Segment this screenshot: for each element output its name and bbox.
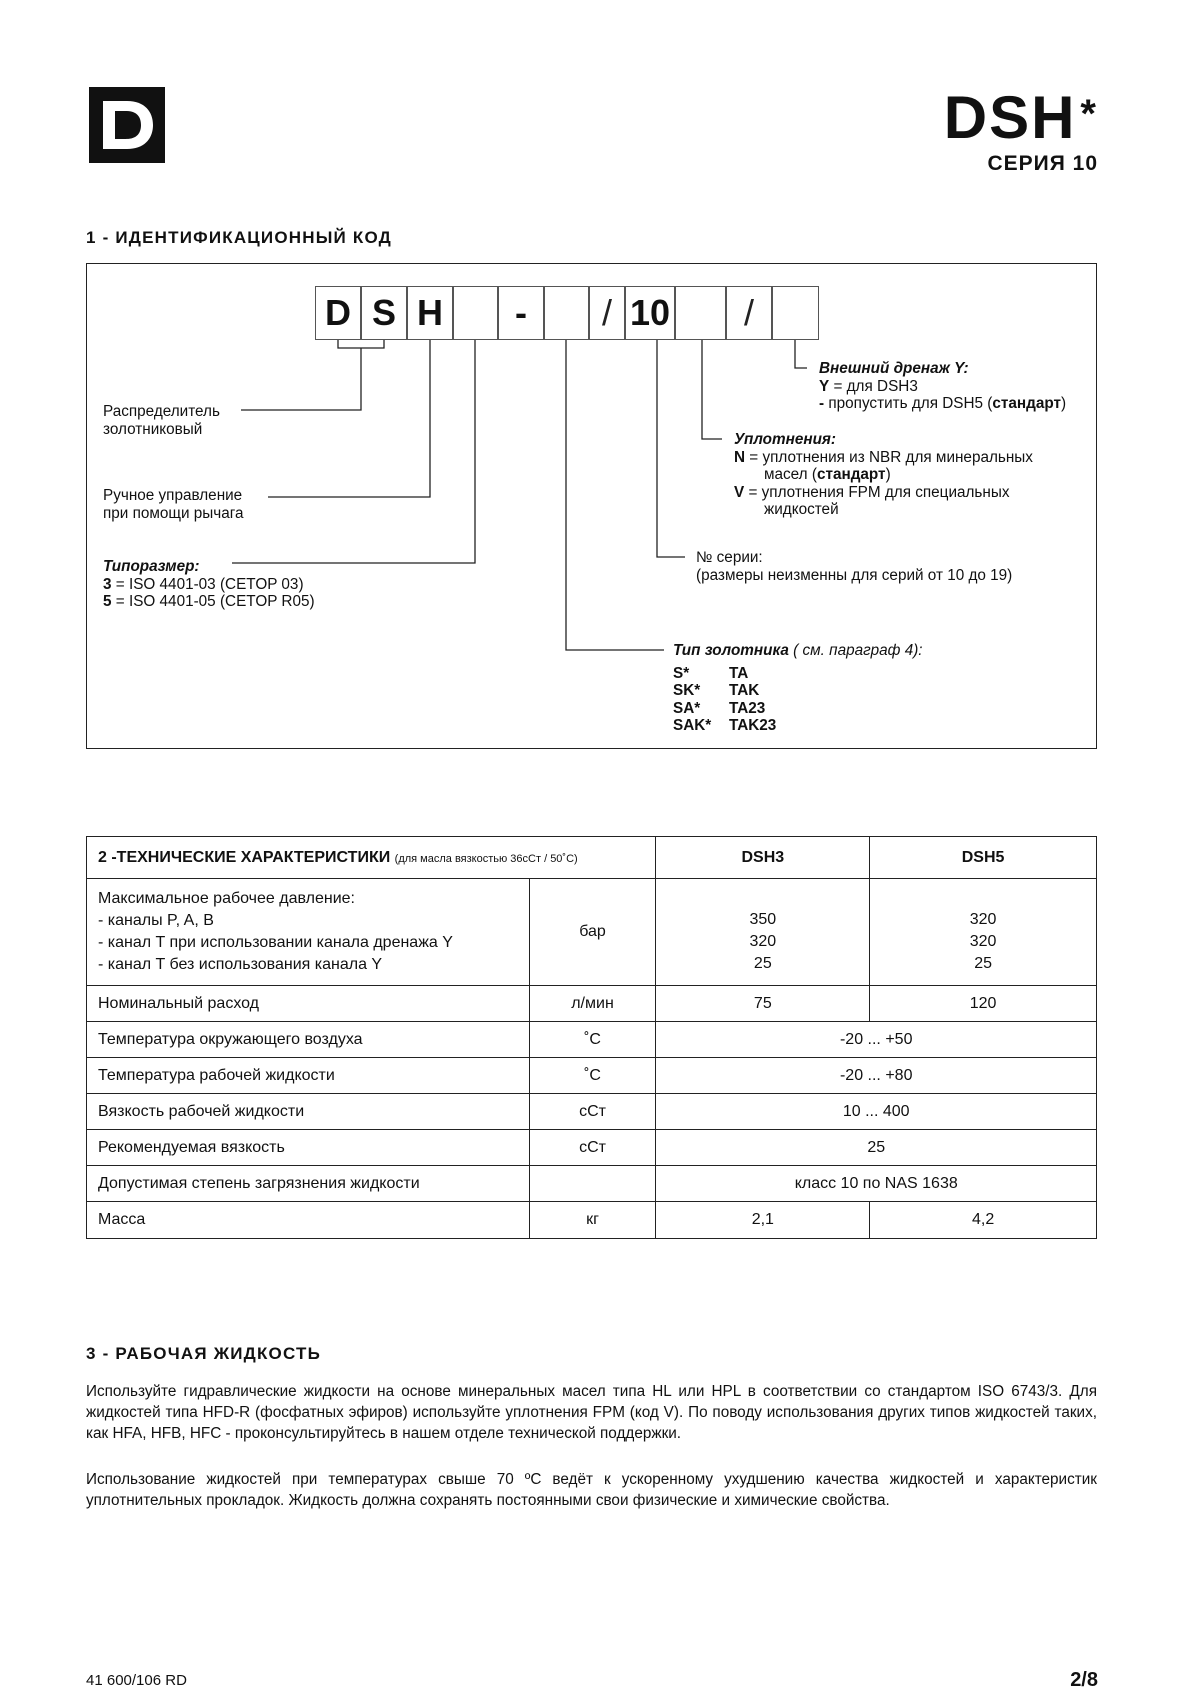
spool-row: SAK* TAK23 [673, 717, 777, 734]
drain-title: Внешний дренаж Y: [819, 360, 969, 377]
product-suffix: * [1080, 92, 1098, 136]
section3-paragraph-1: Используйте гидравлические жидкости на основе минеральных масел типа HL или HPL в соответствии со стандартом ISO 6743/3. Для жидкостей типа HFD-R (фосфатных эфиров) используйте уплотнения FPM (код V). По поводу использования других типов жидкостей таких, как HFA, HFB, HFC - проконсультируйтесь в нашем отделе технической поддержки. [86, 1383, 1097, 1442]
page-number: 2/8 [1070, 1669, 1098, 1691]
tech-specs-table [86, 836, 1097, 1239]
code-cell-series: 10 [625, 286, 675, 340]
series-label: № серии: (размеры неизменны для серий от 10 до 19) [696, 549, 1013, 584]
table-row [87, 879, 1097, 986]
seals-label: Уплотнения: N = уплотнения из NBR для минеральных масел (стандарт) V = уплотнения FPM для специальных жидкостей [734, 431, 1033, 518]
code-cell-slash2: / [726, 286, 772, 340]
table-row: Вязкость рабочей жидкости сСт 10 ... 400 [87, 1094, 1097, 1130]
table-header-row [87, 837, 1097, 879]
seals-title: Уплотнения: [734, 431, 837, 448]
code-cell-slash: / [589, 286, 625, 340]
pressure-unit: бар [529, 879, 656, 986]
section2-title-note: (для масла вязкостью 36сСт / 50˚C) [394, 852, 578, 865]
section2-title: 2 -ТЕХНИЧЕСКИЕ ХАРАКТЕРИСТИКИ [98, 848, 391, 866]
section3-paragraph-2: Использование жидкостей при температурах свыше 70 ºC ведёт к ускоренному ухудшению качества жидкостей и характеристик уплотнительных прокладок. Жидкость должна сохранять постоянными свои физические и химические свойства. [86, 1471, 1097, 1509]
document-code: 41 600/106 RD [86, 1672, 187, 1689]
table-row: Масса кг 2,1 4,2 [87, 1202, 1097, 1239]
code-cell-s: S [361, 286, 407, 340]
code-cell-d: D [315, 286, 361, 340]
col-header-dsh3: DSH3 [656, 837, 870, 879]
drain-label: Внешний дренаж Y: Y = для DSH3 - пропустить для DSH5 (стандарт) [819, 360, 1067, 412]
col-header-dsh5: DSH5 [870, 837, 1097, 879]
table-row: Температура окружающего воздуха ˚C -20 ... +50 [87, 1022, 1097, 1058]
pressure-label: Максимальное рабочее давление: - каналы P, A, B - канал T при использовании канала дренажа Y - канал T без использования канала Y [87, 879, 530, 986]
spool-label: Тип золотника ( см. параграф 4): S* TA SK* TAK SA* TA23 SAK* TAK23 [673, 642, 923, 734]
spool-row: S* TA [673, 664, 749, 682]
table-row: Температура рабочей жидкости ˚C -20 ... +80 [87, 1058, 1097, 1094]
manual-label: Ручное управление при помощи рычага [103, 487, 244, 522]
section3-title: 3 - РАБОЧАЯ ЖИДКОСТЬ [86, 1344, 322, 1363]
size-label: Типоразмер: 3 = ISO 4401-03 (CETOP 03) 5 = ISO 4401-05 (CETOP R05) [103, 558, 315, 610]
code-cell-h: H [407, 286, 453, 340]
pressure-dsh3: 350 320 25 [656, 879, 870, 986]
section1-title: 1 - ИДЕНТИФИКАЦИОННЫЙ КОД [86, 228, 392, 247]
table-row: Номинальный расход л/мин 75 120 [87, 986, 1097, 1022]
section2-title-cell [87, 837, 656, 879]
table-row: Допустимая степень загрязнения жидкости класс 10 по NAS 1638 [87, 1166, 1097, 1202]
code-cell-dash: - [498, 286, 544, 340]
size-title: Типоразмер: [103, 558, 200, 575]
product-series: СЕРИЯ 10 [987, 152, 1098, 175]
distributor-label: Распределитель золотниковый [103, 403, 220, 438]
table-row: Рекомендуемая вязкость сСт 25 [87, 1130, 1097, 1166]
spool-row: SA* TA23 [673, 699, 766, 717]
pressure-dsh5: 320 320 25 [870, 879, 1097, 986]
spool-row: SK* TAK [673, 682, 760, 699]
product-name: DSH * [943, 84, 1098, 151]
